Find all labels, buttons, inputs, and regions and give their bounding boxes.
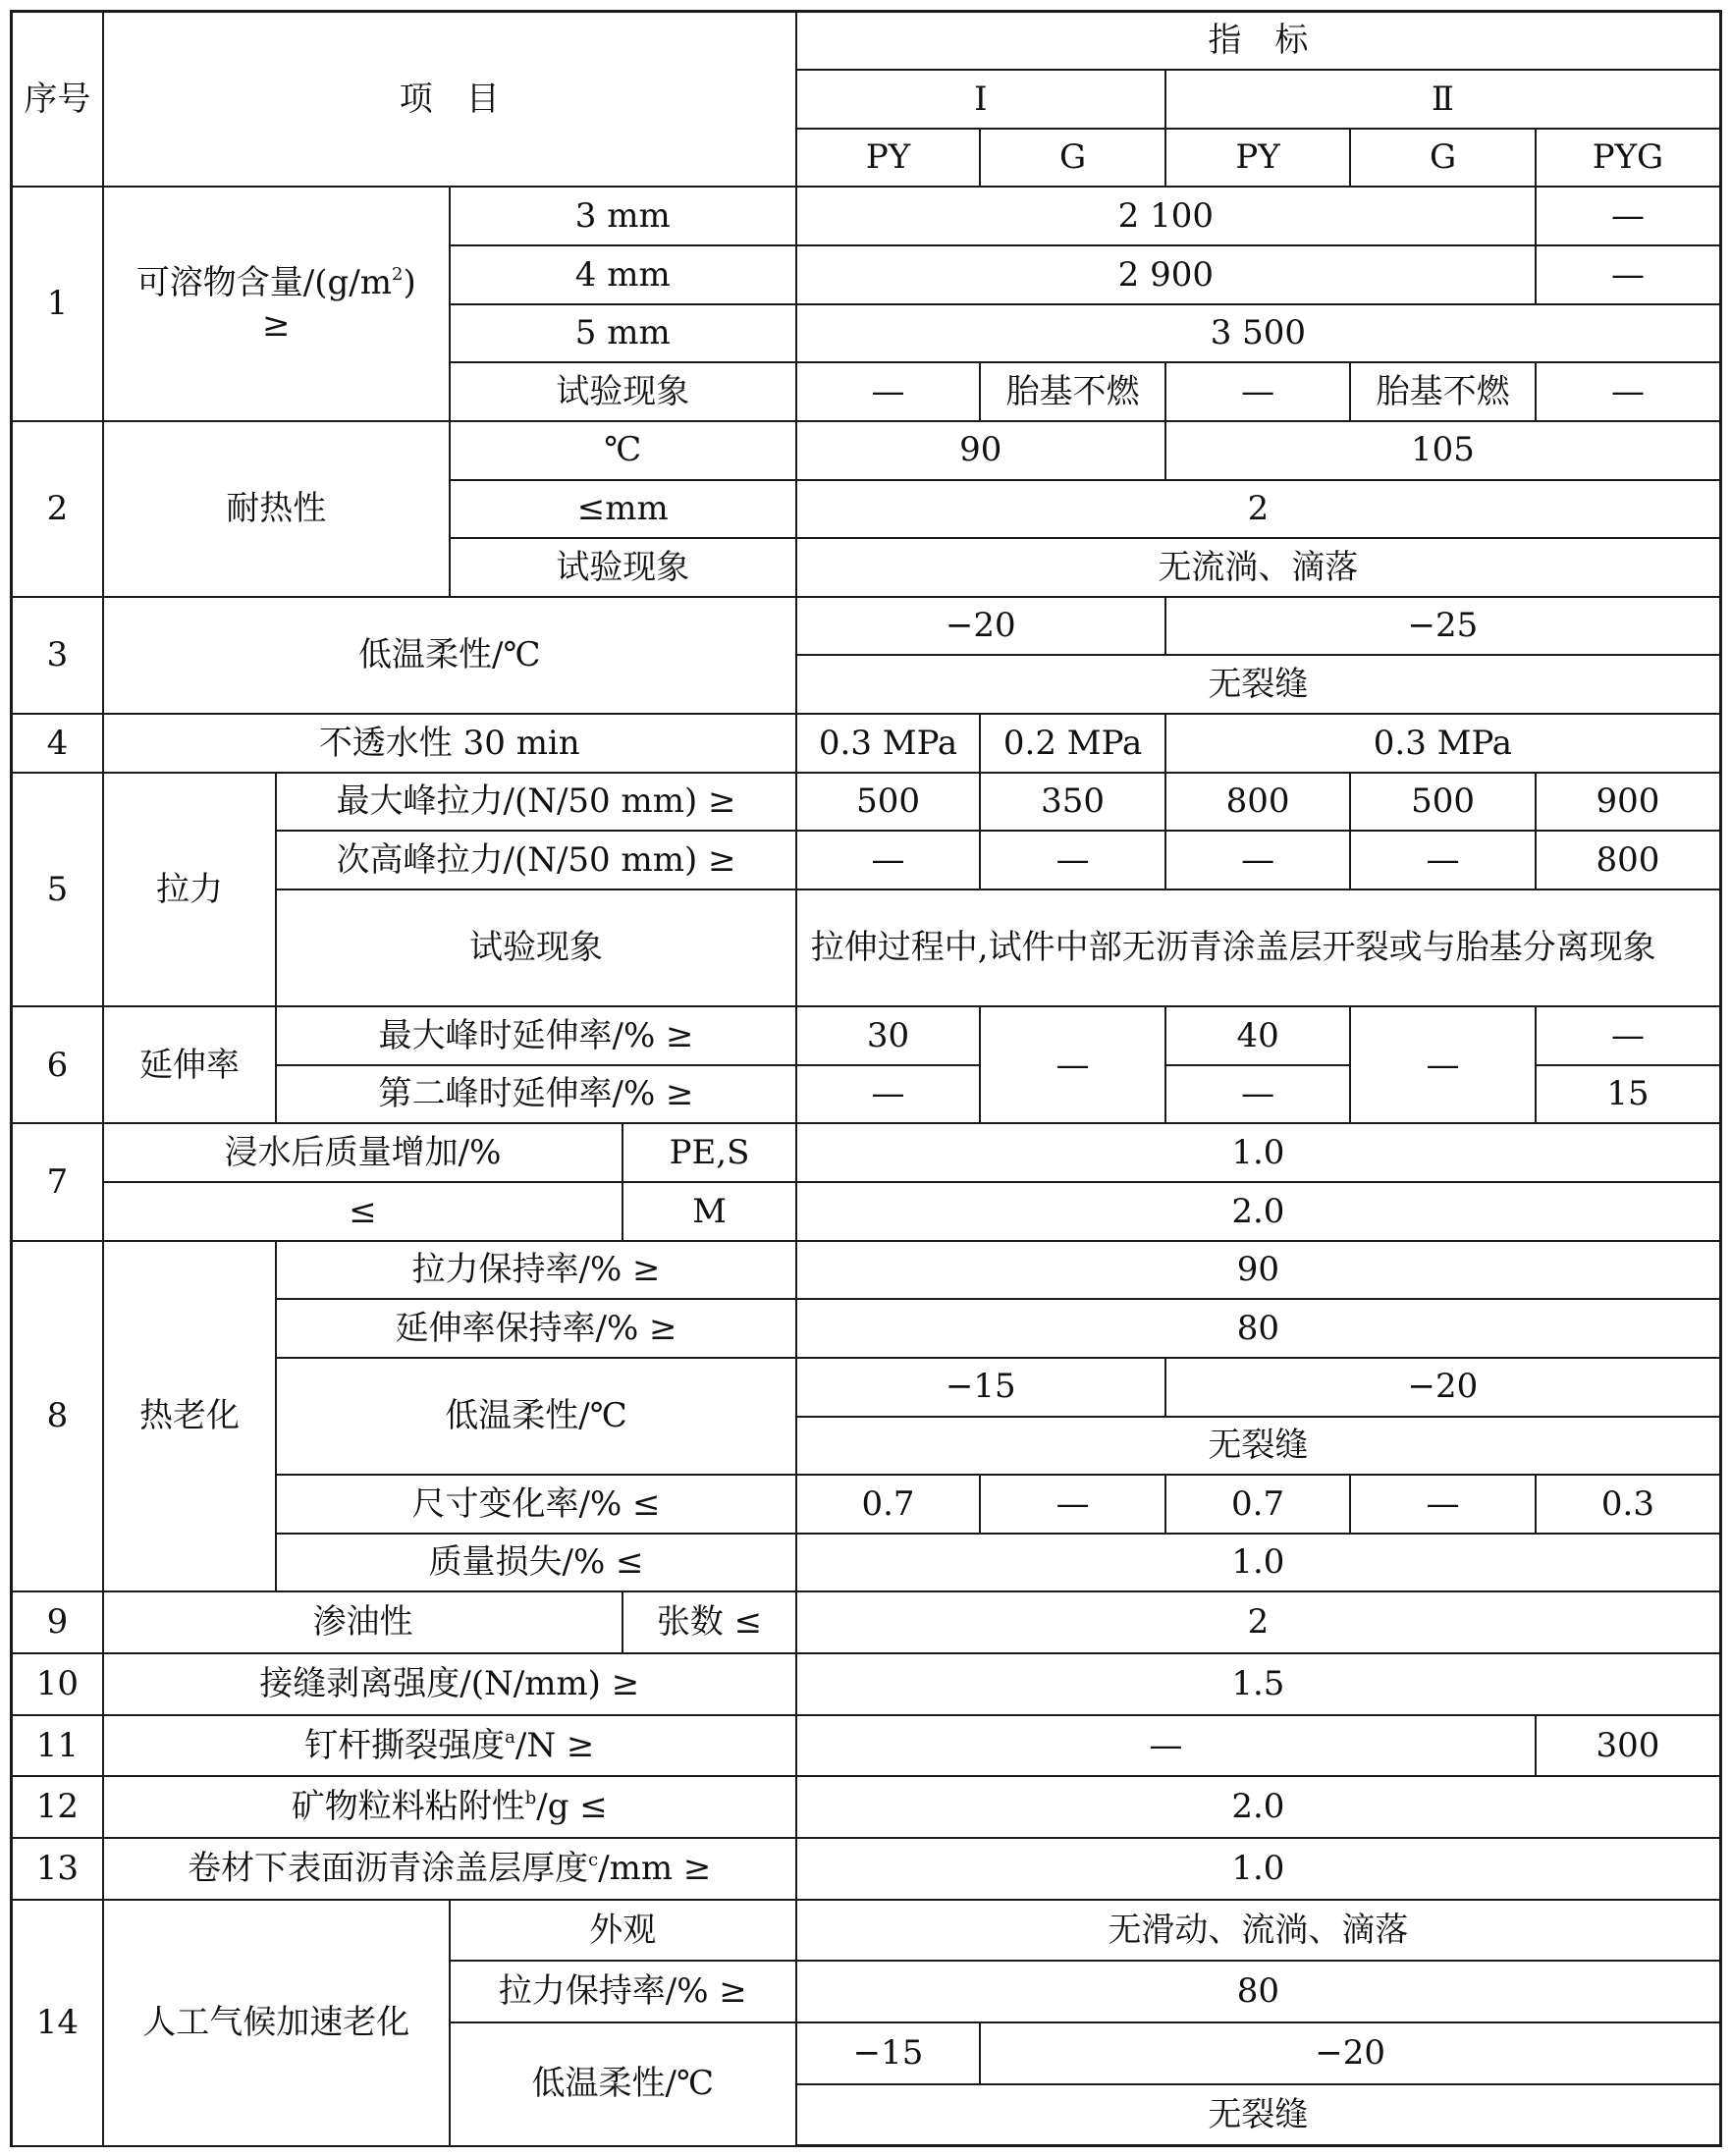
row-12-footnote-mark: b	[524, 1788, 537, 1809]
row-1-value-4mm-pyg: —	[1536, 245, 1721, 304]
row-6-second-py-2: —	[1165, 1065, 1351, 1124]
row-1-item-text-end: )	[403, 263, 416, 303]
row-5-sub-max-peak: 最大峰拉力/(N/50 mm) ≥	[276, 773, 796, 832]
header-col-g-1: G	[980, 129, 1165, 188]
row-12-number: 12	[12, 1776, 103, 1838]
row-1-item-superscript: 2	[392, 264, 404, 286]
row-12-item	[103, 1776, 796, 1838]
row-6-sub-max: 最大峰时延伸率/% ≥	[276, 1006, 796, 1065]
row-5-sub-phenomenon: 试验现象	[276, 889, 796, 1006]
row-4-value-py-1: 0.3 MPa	[796, 714, 981, 773]
row-8-dimension-py-1: 0.7	[796, 1475, 981, 1534]
row-7-value-m: 2.0	[796, 1182, 1721, 1241]
row-5-item: 拉力	[103, 773, 277, 1007]
row-6-second-py-1: —	[796, 1065, 981, 1124]
row-9-value: 2	[796, 1591, 1721, 1653]
row-1-sub-phenomenon: 试验现象	[450, 362, 796, 421]
row-6-item: 延伸率	[103, 1006, 277, 1123]
row-6-sub-second: 第二峰时延伸率/% ≥	[276, 1065, 796, 1124]
row-9-item: 渗油性	[103, 1591, 623, 1653]
row-5-second-peak-g-2: —	[1350, 831, 1536, 889]
row-14-temp-result: 无裂缝	[796, 2084, 1721, 2146]
row-5-sub-second-peak: 次高峰拉力/(N/50 mm) ≥	[276, 831, 796, 889]
row-4-value-type-2: 0.3 MPa	[1165, 714, 1721, 773]
header-col-pyg: PYG	[1536, 129, 1721, 188]
row-11-item-unit: /N ≥	[514, 1725, 595, 1765]
row-5-max-peak-pyg: 900	[1536, 773, 1721, 832]
row-5-max-peak-g-2: 500	[1350, 773, 1536, 832]
row-1-item-line2: ≥	[262, 304, 291, 345]
row-4-item: 不透水性 30 min	[103, 714, 796, 773]
row-1-phenomenon-py-2: —	[1165, 362, 1351, 421]
header-item: 项 目	[103, 12, 796, 188]
row-2-sub-temp: ℃	[450, 421, 796, 480]
row-8-temp-type-2: −20	[1165, 1358, 1721, 1417]
row-11-value: —	[796, 1715, 1536, 1777]
row-2-sub-phenomenon: 试验现象	[450, 538, 796, 597]
row-6-g-1: —	[980, 1006, 1165, 1123]
row-1-phenomenon-py-1: —	[796, 362, 981, 421]
row-6-max-py-1: 30	[796, 1006, 981, 1065]
row-1-phenomenon-g-1: 胎基不燃	[980, 362, 1165, 421]
row-8-sub-low-temp: 低温柔性/℃	[276, 1358, 796, 1475]
row-4-number: 4	[12, 714, 103, 773]
row-1-number: 1	[12, 187, 103, 421]
row-8-temp-result: 无裂缝	[796, 1417, 1721, 1476]
row-14-item: 人工气候加速老化	[103, 1900, 450, 2146]
row-1-value-3mm-pyg: —	[1536, 187, 1721, 245]
row-8-dimension-g-1: —	[980, 1475, 1165, 1534]
row-8-dimension-g-2: —	[1350, 1475, 1536, 1534]
row-1-phenomenon-pyg: —	[1536, 362, 1721, 421]
row-10-value: 1.5	[796, 1653, 1721, 1715]
header-type-2: Ⅱ	[1165, 70, 1721, 129]
header-col-py-2: PY	[1165, 129, 1351, 188]
row-2-number: 2	[12, 421, 103, 597]
row-8-number: 8	[12, 1241, 103, 1592]
row-6-number: 6	[12, 1006, 103, 1123]
row-5-number: 5	[12, 773, 103, 1007]
row-12-item-text: 矿物粒料粘附性	[291, 1787, 525, 1827]
row-3-temp-type-2: −25	[1165, 597, 1721, 656]
row-8-item: 热老化	[103, 1241, 277, 1592]
row-6-max-py-2: 40	[1165, 1006, 1351, 1065]
row-5-second-peak-pyg: 800	[1536, 831, 1721, 889]
header-type-1: Ⅰ	[796, 70, 1165, 129]
row-7-sub-m: M	[622, 1182, 796, 1241]
row-13-value: 1.0	[796, 1838, 1721, 1900]
row-13-footnote-mark: c	[588, 1850, 599, 1871]
row-14-tensile-retention: 80	[796, 1961, 1721, 2022]
row-10-number: 10	[12, 1653, 103, 1715]
row-6-g-2: —	[1350, 1006, 1536, 1123]
row-11-item	[103, 1715, 796, 1777]
row-5-max-peak-py-1: 500	[796, 773, 981, 832]
row-10-item: 接缝剥离强度/(N/mm) ≥	[103, 1653, 796, 1715]
row-9-number: 9	[12, 1591, 103, 1653]
row-14-temp-py-1: −15	[796, 2022, 981, 2084]
header-seq: 序号	[12, 12, 103, 188]
row-1-sub-3mm: 3 mm	[450, 187, 796, 245]
row-8-sub-mass-loss: 质量损失/% ≤	[276, 1534, 796, 1592]
row-5-second-peak-g-1: —	[980, 831, 1165, 889]
row-6-max-pyg: —	[1536, 1006, 1721, 1065]
row-1-phenomenon-g-2: 胎基不燃	[1350, 362, 1536, 421]
row-3-item: 低温柔性/℃	[103, 597, 796, 714]
row-8-dimension-py-2: 0.7	[1165, 1475, 1351, 1534]
row-7-value-pe-s: 1.0	[796, 1123, 1721, 1182]
row-1-value-5mm: 3 500	[796, 304, 1721, 363]
row-13-item-text: 卷材下表面沥青涂盖层厚度	[188, 1849, 589, 1889]
row-11-value-pyg: 300	[1536, 1715, 1721, 1777]
row-11-item-text: 钉杆撕裂强度	[304, 1725, 506, 1765]
row-1-item-text: 可溶物含量/(g/m	[135, 263, 392, 303]
row-5-max-peak-g-1: 350	[980, 773, 1165, 832]
row-5-second-peak-py-1: —	[796, 831, 981, 889]
row-3-number: 3	[12, 597, 103, 714]
row-8-tensile-retention: 90	[796, 1241, 1721, 1300]
row-14-temp-rest: −20	[980, 2022, 1720, 2084]
row-11-number: 11	[12, 1715, 103, 1777]
row-5-second-peak-py-2: —	[1165, 831, 1351, 889]
row-8-elongation-retention: 80	[796, 1299, 1721, 1358]
row-2-temp-type-1: 90	[796, 421, 1165, 480]
row-13-number: 13	[12, 1838, 103, 1900]
row-13-item-unit: /mm ≥	[598, 1849, 712, 1889]
header-col-py-1: PY	[796, 129, 981, 188]
row-11-footnote-mark: a	[505, 1726, 515, 1748]
row-14-appearance: 无滑动、流淌、滴落	[796, 1900, 1721, 1962]
row-7-number: 7	[12, 1123, 103, 1240]
row-14-sub-tensile-retention: 拉力保持率/% ≥	[450, 1961, 796, 2022]
row-9-sub: 张数 ≤	[622, 1591, 796, 1653]
row-7-sub-pe-s: PE,S	[622, 1123, 796, 1182]
row-8-mass-loss: 1.0	[796, 1534, 1721, 1592]
row-3-result: 无裂缝	[796, 655, 1721, 714]
row-8-sub-elongation-retention: 延伸率保持率/% ≥	[276, 1299, 796, 1358]
row-5-max-peak-py-2: 800	[1165, 773, 1351, 832]
row-2-value-mm: 2	[796, 480, 1721, 539]
row-13-item	[103, 1838, 796, 1900]
row-2-sub-mm: ≤mm	[450, 480, 796, 539]
row-8-sub-dimension: 尺寸变化率/% ≤	[276, 1475, 796, 1534]
row-1-value-3mm: 2 100	[796, 187, 1536, 245]
row-14-sub-low-temp: 低温柔性/℃	[450, 2022, 796, 2146]
row-1-value-4mm: 2 900	[796, 245, 1536, 304]
row-7-item-line1: 浸水后质量增加/%	[103, 1123, 623, 1182]
row-8-temp-type-1: −15	[796, 1358, 1165, 1417]
row-14-sub-appearance: 外观	[450, 1900, 796, 1962]
row-1-item-line1	[110, 262, 443, 304]
header-indicator: 指 标	[796, 12, 1721, 71]
row-14-number: 14	[12, 1900, 103, 2146]
row-1-sub-4mm: 4 mm	[450, 245, 796, 304]
row-2-temp-type-2: 105	[1165, 421, 1721, 480]
row-6-second-pyg: 15	[1536, 1065, 1721, 1124]
row-12-value: 2.0	[796, 1776, 1721, 1838]
row-1-item	[103, 187, 450, 421]
row-4-value-g-1: 0.2 MPa	[980, 714, 1165, 773]
row-2-phenomenon: 无流淌、滴落	[796, 538, 1721, 597]
row-12-item-unit: /g ≤	[536, 1787, 608, 1827]
specification-table	[10, 10, 1722, 2147]
row-5-phenomenon: 拉伸过程中,试件中部无沥青涂盖层开裂或与胎基分离现象	[796, 889, 1721, 1006]
row-8-dimension-pyg: 0.3	[1536, 1475, 1721, 1534]
row-2-item: 耐热性	[103, 421, 450, 597]
row-7-item-line2: ≤	[103, 1182, 623, 1241]
header-col-g-2: G	[1350, 129, 1536, 188]
row-3-temp-type-1: −20	[796, 597, 1165, 656]
row-1-sub-5mm: 5 mm	[450, 304, 796, 363]
row-8-sub-tensile-retention: 拉力保持率/% ≥	[276, 1241, 796, 1300]
